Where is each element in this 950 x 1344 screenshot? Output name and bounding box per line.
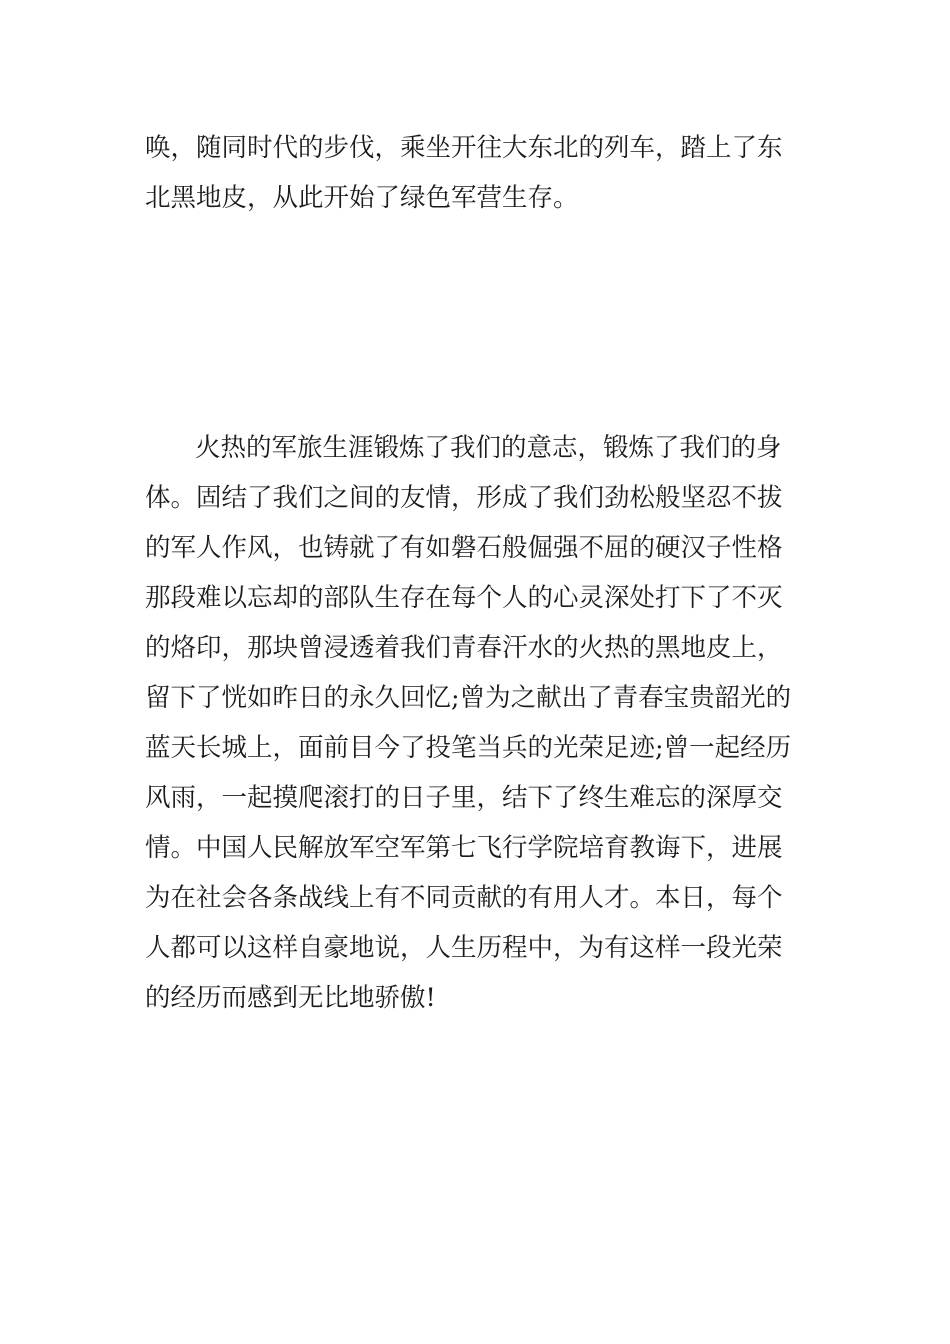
paragraph-line: 的烙印，那块曾浸透着我们青春汗水的火热的黑地皮上， <box>145 633 783 663</box>
paragraph-line: 的经历而感到无比地骄傲! <box>145 983 436 1013</box>
paragraph-line: 蓝天长城上，面前目今了投笔当兵的光荣足迹;曾一起经历 <box>145 733 792 763</box>
paragraph-line: 情。中国人民解放军空军第七飞行学院培育教诲下，进展 <box>145 833 783 863</box>
paragraph-line: 留下了恍如昨日的永久回忆;曾为之献出了青春宝贵韶光的 <box>145 683 792 713</box>
paragraph-line: 北黑地皮，从此开始了绿色军营生存。 <box>145 183 579 213</box>
paragraph-line: 的军人作风，也铸就了有如磐石般倔强不屈的硬汉子性格 <box>145 533 783 563</box>
paragraph-line: 火热的军旅生涯锻炼了我们的意志，锻炼了我们的身 <box>195 433 782 463</box>
paragraph-line: 为在社会各条战线上有不同贡献的有用人才。本日，每个 <box>145 883 783 913</box>
paragraph-line: 人都可以这样自豪地说，人生历程中，为有这样一段光荣 <box>145 933 783 963</box>
paragraph-line: 体。固结了我们之间的友情，形成了我们劲松般坚忍不拔 <box>145 483 783 513</box>
paragraph-line: 唤，随同时代的步伐，乘坐开往大东北的列车，踏上了东 <box>145 133 783 163</box>
paragraph-line: 那段难以忘却的部队生存在每个人的心灵深处打下了不灭 <box>145 583 783 613</box>
paragraph-line: 风雨，一起摸爬滚打的日子里，结下了终生难忘的深厚交 <box>145 783 783 813</box>
